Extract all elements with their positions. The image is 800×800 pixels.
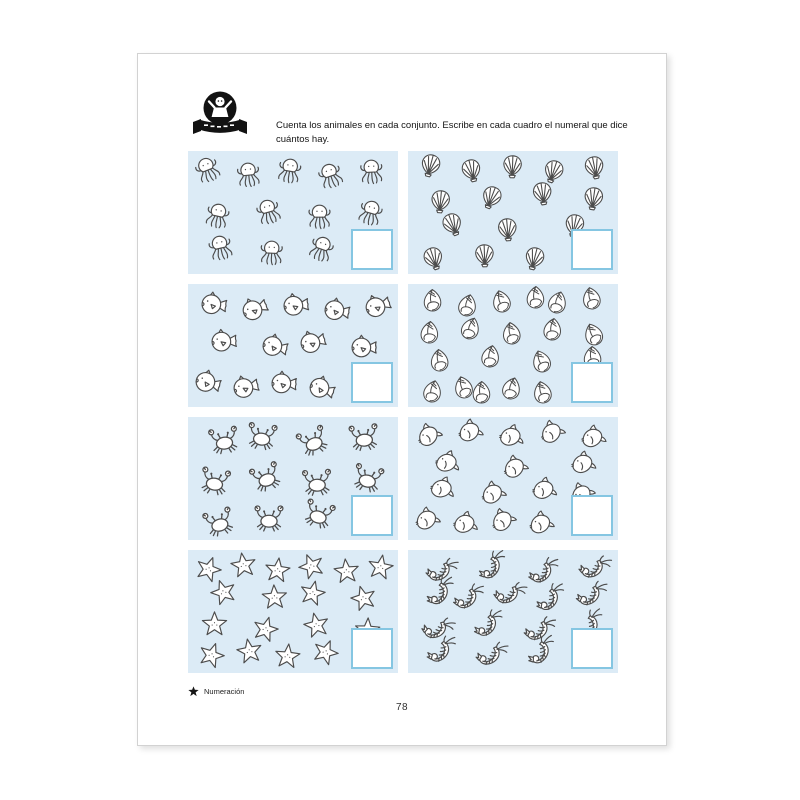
panel-pufferfish bbox=[188, 284, 398, 407]
starfish-icon bbox=[192, 636, 231, 675]
shrimp-icon bbox=[525, 554, 560, 589]
pufferfish-icon bbox=[302, 369, 341, 408]
starfish-icon bbox=[199, 609, 230, 640]
angelfish-icon bbox=[497, 450, 532, 485]
answer-box[interactable] bbox=[351, 495, 393, 536]
crab-icon bbox=[299, 464, 335, 500]
angelfish-icon bbox=[410, 504, 443, 537]
answer-box[interactable] bbox=[351, 229, 393, 270]
answer-box[interactable] bbox=[571, 495, 613, 536]
starfish-icon bbox=[362, 550, 398, 586]
starfish-icon bbox=[225, 548, 260, 583]
sea-snail-icon bbox=[576, 283, 608, 315]
sea-snail-icon bbox=[485, 285, 518, 318]
answer-box[interactable] bbox=[351, 628, 393, 669]
octopus-icon bbox=[302, 229, 341, 268]
angelfish-icon bbox=[455, 417, 486, 448]
sea-snail-icon bbox=[424, 345, 453, 374]
pufferfish-icon bbox=[293, 323, 331, 361]
pufferfish-icon bbox=[357, 287, 396, 326]
pufferfish-icon bbox=[227, 369, 264, 406]
angelfish-icon bbox=[534, 414, 570, 450]
pufferfish-icon bbox=[196, 287, 231, 322]
sea-snail-icon bbox=[414, 318, 443, 347]
panel-starfish bbox=[188, 550, 398, 673]
crab-icon bbox=[243, 417, 281, 455]
pufferfish-icon bbox=[207, 325, 240, 358]
octopus-icon bbox=[310, 156, 349, 195]
octopus-icon bbox=[351, 193, 389, 231]
sea-snail-icon bbox=[537, 315, 567, 345]
scallop-icon bbox=[577, 151, 611, 185]
pufferfish-icon bbox=[267, 367, 300, 400]
octopus-icon bbox=[187, 149, 227, 189]
pufferfish-icon bbox=[348, 332, 379, 363]
scallop-icon bbox=[472, 179, 509, 216]
panel-crab bbox=[188, 417, 398, 540]
angelfish-icon bbox=[525, 508, 556, 539]
pufferfish-icon bbox=[188, 363, 226, 401]
octopus-icon bbox=[249, 192, 287, 230]
scallop-icon bbox=[517, 241, 552, 276]
pufferfish-icon bbox=[234, 289, 274, 329]
octopus-icon bbox=[231, 157, 265, 191]
octopus-icon bbox=[355, 155, 388, 188]
crab-icon bbox=[252, 501, 286, 535]
scallop-icon bbox=[577, 182, 610, 215]
angelfish-icon bbox=[577, 422, 608, 453]
footer-section bbox=[188, 686, 244, 697]
octopus-icon bbox=[202, 229, 239, 266]
scallop-icon bbox=[415, 240, 452, 277]
answer-box[interactable] bbox=[571, 362, 613, 403]
sea-snail-icon bbox=[524, 344, 558, 378]
starfish-icon bbox=[329, 555, 363, 589]
octopus-icon bbox=[255, 236, 288, 269]
sea-snail-icon bbox=[495, 372, 529, 406]
sea-snail-icon bbox=[416, 375, 449, 408]
footer-section-label: Numeración bbox=[204, 687, 245, 696]
answer-box[interactable] bbox=[571, 628, 613, 669]
octopus-icon bbox=[198, 197, 235, 234]
panel-shrimp bbox=[408, 550, 618, 673]
pufferfish-icon bbox=[318, 293, 354, 329]
crab-icon bbox=[345, 418, 382, 455]
pufferfish-icon bbox=[278, 288, 312, 322]
panel-angelfish bbox=[408, 417, 618, 540]
angelfish-icon bbox=[493, 418, 530, 455]
sea-snail-icon bbox=[419, 287, 446, 314]
scallop-icon bbox=[412, 148, 448, 184]
starfish-icon bbox=[188, 686, 199, 697]
octopus-icon bbox=[304, 201, 335, 232]
starfish-icon bbox=[297, 607, 334, 644]
sea-snail-icon bbox=[526, 376, 558, 408]
crab-icon bbox=[244, 455, 287, 498]
scallop-icon bbox=[497, 152, 527, 182]
scallop-icon bbox=[424, 186, 455, 217]
octopus-icon bbox=[271, 153, 307, 189]
shrimp-icon bbox=[420, 550, 460, 590]
crab-icon bbox=[198, 500, 240, 542]
page-number: 78 bbox=[395, 702, 409, 713]
instructions-text: Cuenta los animales en cada conjunto. Escribe en cada cuadro el numeral que dice cuántos hay. bbox=[276, 119, 628, 146]
starfish-icon bbox=[260, 553, 295, 588]
sea-snail-icon bbox=[496, 319, 526, 349]
crab-icon bbox=[205, 420, 244, 459]
crab-icon bbox=[195, 461, 234, 500]
crab-icon bbox=[291, 418, 335, 462]
sea-snail-icon bbox=[522, 284, 550, 312]
crab-icon bbox=[348, 457, 389, 498]
answer-box[interactable] bbox=[351, 362, 393, 403]
workbook-page bbox=[137, 53, 667, 746]
panel-octopus bbox=[188, 151, 398, 274]
pufferfish-icon bbox=[255, 328, 292, 365]
answer-box[interactable] bbox=[571, 229, 613, 270]
panel-sea-snail bbox=[408, 284, 618, 407]
angelfish-icon bbox=[447, 506, 482, 541]
panel-scallop bbox=[408, 151, 618, 274]
scallop-icon bbox=[491, 213, 522, 244]
badge-with-ribbon-icon bbox=[186, 88, 254, 146]
